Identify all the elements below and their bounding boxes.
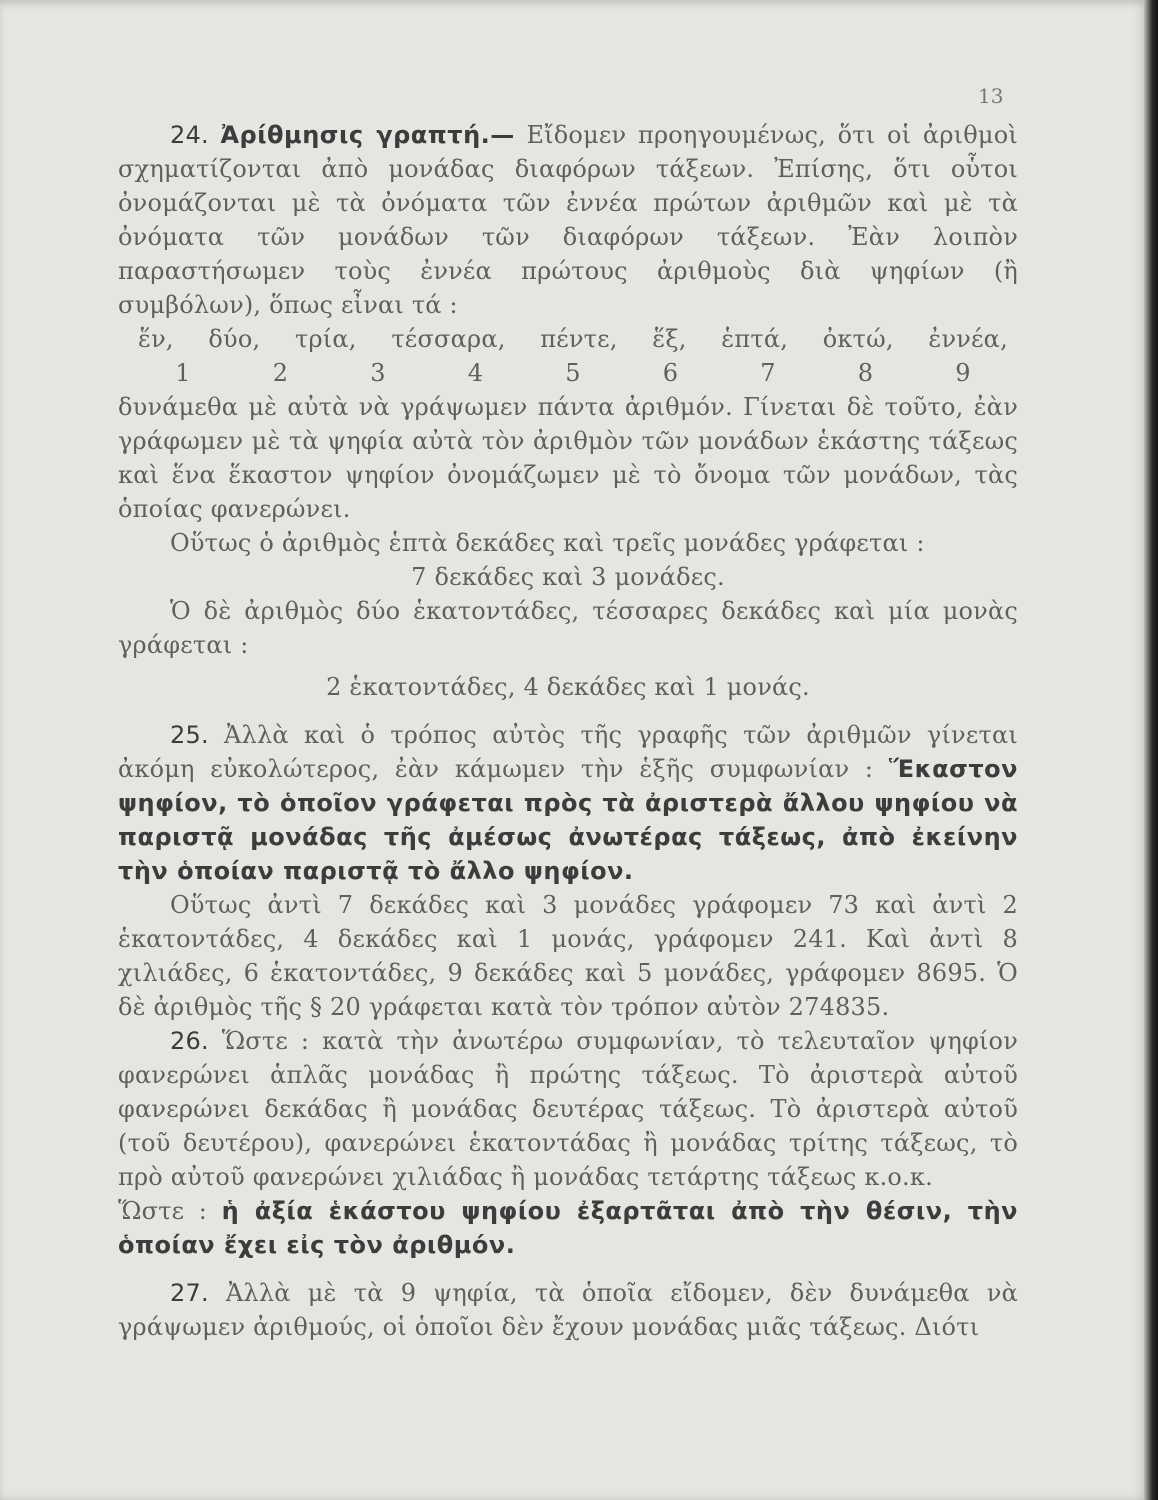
- section-24-paragraph-2: δυνάμεθα μὲ αὐτὰ νὰ γράψωμεν πάντα ἀριθμόν. Γίνεται δὲ τοῦτο, ἐὰν γράφωμεν μὲ τὰ ψηφία αὐτὰ τὸν ἀριθμὸν τῶν μονάδων ἑκάστης τάξεως καὶ ἕνα ἕκαστον ψηφίον ὀνομάζωμεν μὲ τὸ ὄνομα τῶν μονάδων, τὰς ὁποίας φανερώνει.: [118, 393, 1018, 523]
- section-25-paragraph-2: Οὕτως ἀντὶ 7 δεκάδες καὶ 3 μονάδες γράφομεν 73 καὶ ἀντὶ 2 ἑκατοντάδες, 4 δεκάδες καὶ 1 μονάς, γράφομεν 241. Καὶ ἀντὶ 8 χιλιάδες, 6 ἑκατοντάδες, 9 δεκάδες καὶ 5 μονάδες, γράφομεν 8695. Ὁ δὲ ἀριθμὸς τῆς § 20 γράφεται κατὰ τὸν τρόπον αὐτὸν 274835.: [118, 891, 1018, 1021]
- section-25-lead: Ἀλλὰ καὶ ὁ τρόπος αὐτὸς τῆς γραφῆς τῶν ἀριθμῶν γίνεται ἀκόμη εὐκολώτερος, ἐὰν κάμωμεν τὴν ἑξῆς συμφωνίαν :: [118, 721, 1018, 783]
- section-25-rule: Ἕκαστον ψηφίον, τὸ ὁποῖον γράφεται πρὸς τὰ ἀριστερὰ ἄλλου ψηφίου νὰ παριστᾷ μονάδας τῆς ἀμέσως ἀνωτέρας τάξεως, ἀπὸ ἐκείνην τὴν ὁποίαν παριστᾷ τὸ ἄλλο ψηφίον.: [118, 755, 1018, 885]
- section-24-example-1: 7 δεκάδες καὶ 3 μονάδες.: [411, 563, 725, 591]
- word-7: ἑπτά,: [721, 325, 789, 353]
- section-26-number: 26.: [170, 1027, 209, 1055]
- section-24-text: Εἴδομεν προηγουμένως, ὅτι οἱ ἀριθμοὶ σχηματίζονται ἀπὸ μονάδας διαφόρων τάξεων. Ἐπίσης, ὅτι οὗτοι ὀνομάζονται μὲ τὰ ὀνόματα τῶν ἐννέα πρώτων ἀριθμῶν καὶ μὲ τὰ ὀνόματα τῶν μονάδων τῶν διαφόρων τάξεων. Ἐὰν λοιπὸν παραστήσωμεν τοὺς ἐννέα πρώτους ἀριθμοὺς διὰ ψηφίων (ἢ συμβόλων), ὅπως εἶναι τά :: [118, 121, 1018, 319]
- section-24-example-2: 2 ἑκατοντάδες, 4 δεκάδες καὶ 1 μονάς.: [326, 673, 810, 701]
- number-words-row: [118, 322, 1018, 356]
- word-9: ἐννέα,: [928, 325, 1008, 353]
- section-27-number: 27.: [170, 1279, 209, 1307]
- digit-4: 4: [467, 359, 484, 387]
- word-6: ἕξ,: [652, 325, 687, 353]
- page-text: [118, 118, 1018, 1344]
- section-25-paragraph-1: [118, 718, 1018, 888]
- digit-7: 7: [760, 359, 776, 387]
- word-4: τέσσαρα,: [391, 325, 506, 353]
- digit-1: 1: [175, 359, 191, 387]
- section-24-paragraph-1: [118, 118, 1018, 322]
- digit-9: 9: [955, 359, 971, 387]
- section-26-lead: Ὥστε :: [118, 1197, 208, 1225]
- word-2: δύο,: [208, 325, 261, 353]
- digit-2: 2: [272, 359, 289, 387]
- word-5: πέντε,: [540, 325, 618, 353]
- section-24-paragraph-3: Οὕτως ὁ ἀριθμὸς ἑπτὰ δεκάδες καὶ τρεῖς μονάδες γράφεται :: [170, 529, 925, 557]
- word-8: ὀκτώ,: [822, 325, 894, 353]
- digit-8: 8: [857, 359, 874, 387]
- section-26-rule: ἡ ἀξία ἑκάστου ψηφίου ἐξαρτᾶται ἀπὸ τὴν θέσιν, τὴν ὁποίαν ἔχει εἰς τὸν ἀριθμόν.: [118, 1197, 1018, 1259]
- word-1: ἕν,: [138, 325, 174, 353]
- page-edge-shadow: [1144, 0, 1158, 1500]
- digit-6: 6: [662, 359, 679, 387]
- section-27-text: Ἀλλὰ μὲ τὰ 9 ψηφία, τὰ ὁποῖα εἴδομεν, δὲν δυνάμεθα νὰ γράψωμεν ἀριθμούς, οἱ ὁποῖοι δὲν ἔχουν μονάδας μιᾶς τάξεως. Διότι: [118, 1279, 1018, 1341]
- section-25-number: 25.: [170, 721, 209, 749]
- section-26-text: Ὥστε : κατὰ τὴν ἀνωτέρω συμφωνίαν, τὸ τελευταῖον ψηφίον φανερώνει ἁπλᾶς μονάδας ἢ πρώτης τάξεως. Τὸ ἀριστερὰ αὐτοῦ φανερώνει δεκάδας ἢ μονάδας δευτέρας τάξεως. Τὸ ἀριστερὰ αὐτοῦ (τοῦ δευτέρου), φανερώνει ἑκατοντάδας ἢ μονάδας τρίτης τάξεως, τὸ πρὸ αὐτοῦ φανερώνει χιλιάδας ἢ μονάδας τετάρτης τάξεως κ.ο.κ.: [118, 1027, 1018, 1191]
- section-24-number: 24.: [170, 121, 209, 149]
- digit-3: 3: [370, 359, 386, 387]
- page-number: 13: [978, 84, 1004, 108]
- digit-5: 5: [565, 359, 581, 387]
- section-27-paragraph-1: [118, 1276, 1018, 1344]
- word-3: τρία,: [295, 325, 357, 353]
- section-24-heading: Ἀρίθμησις γραπτή.—: [220, 121, 515, 149]
- digits-row: [118, 356, 1018, 390]
- section-24-paragraph-4: Ὁ δὲ ἀριθμὸς δύο ἑκατοντάδες, τέσσαρες δεκάδες καὶ μία μονὰς γράφεται :: [118, 597, 1018, 659]
- section-26-paragraph-2: [118, 1194, 1018, 1262]
- section-26-paragraph-1: [118, 1024, 1018, 1194]
